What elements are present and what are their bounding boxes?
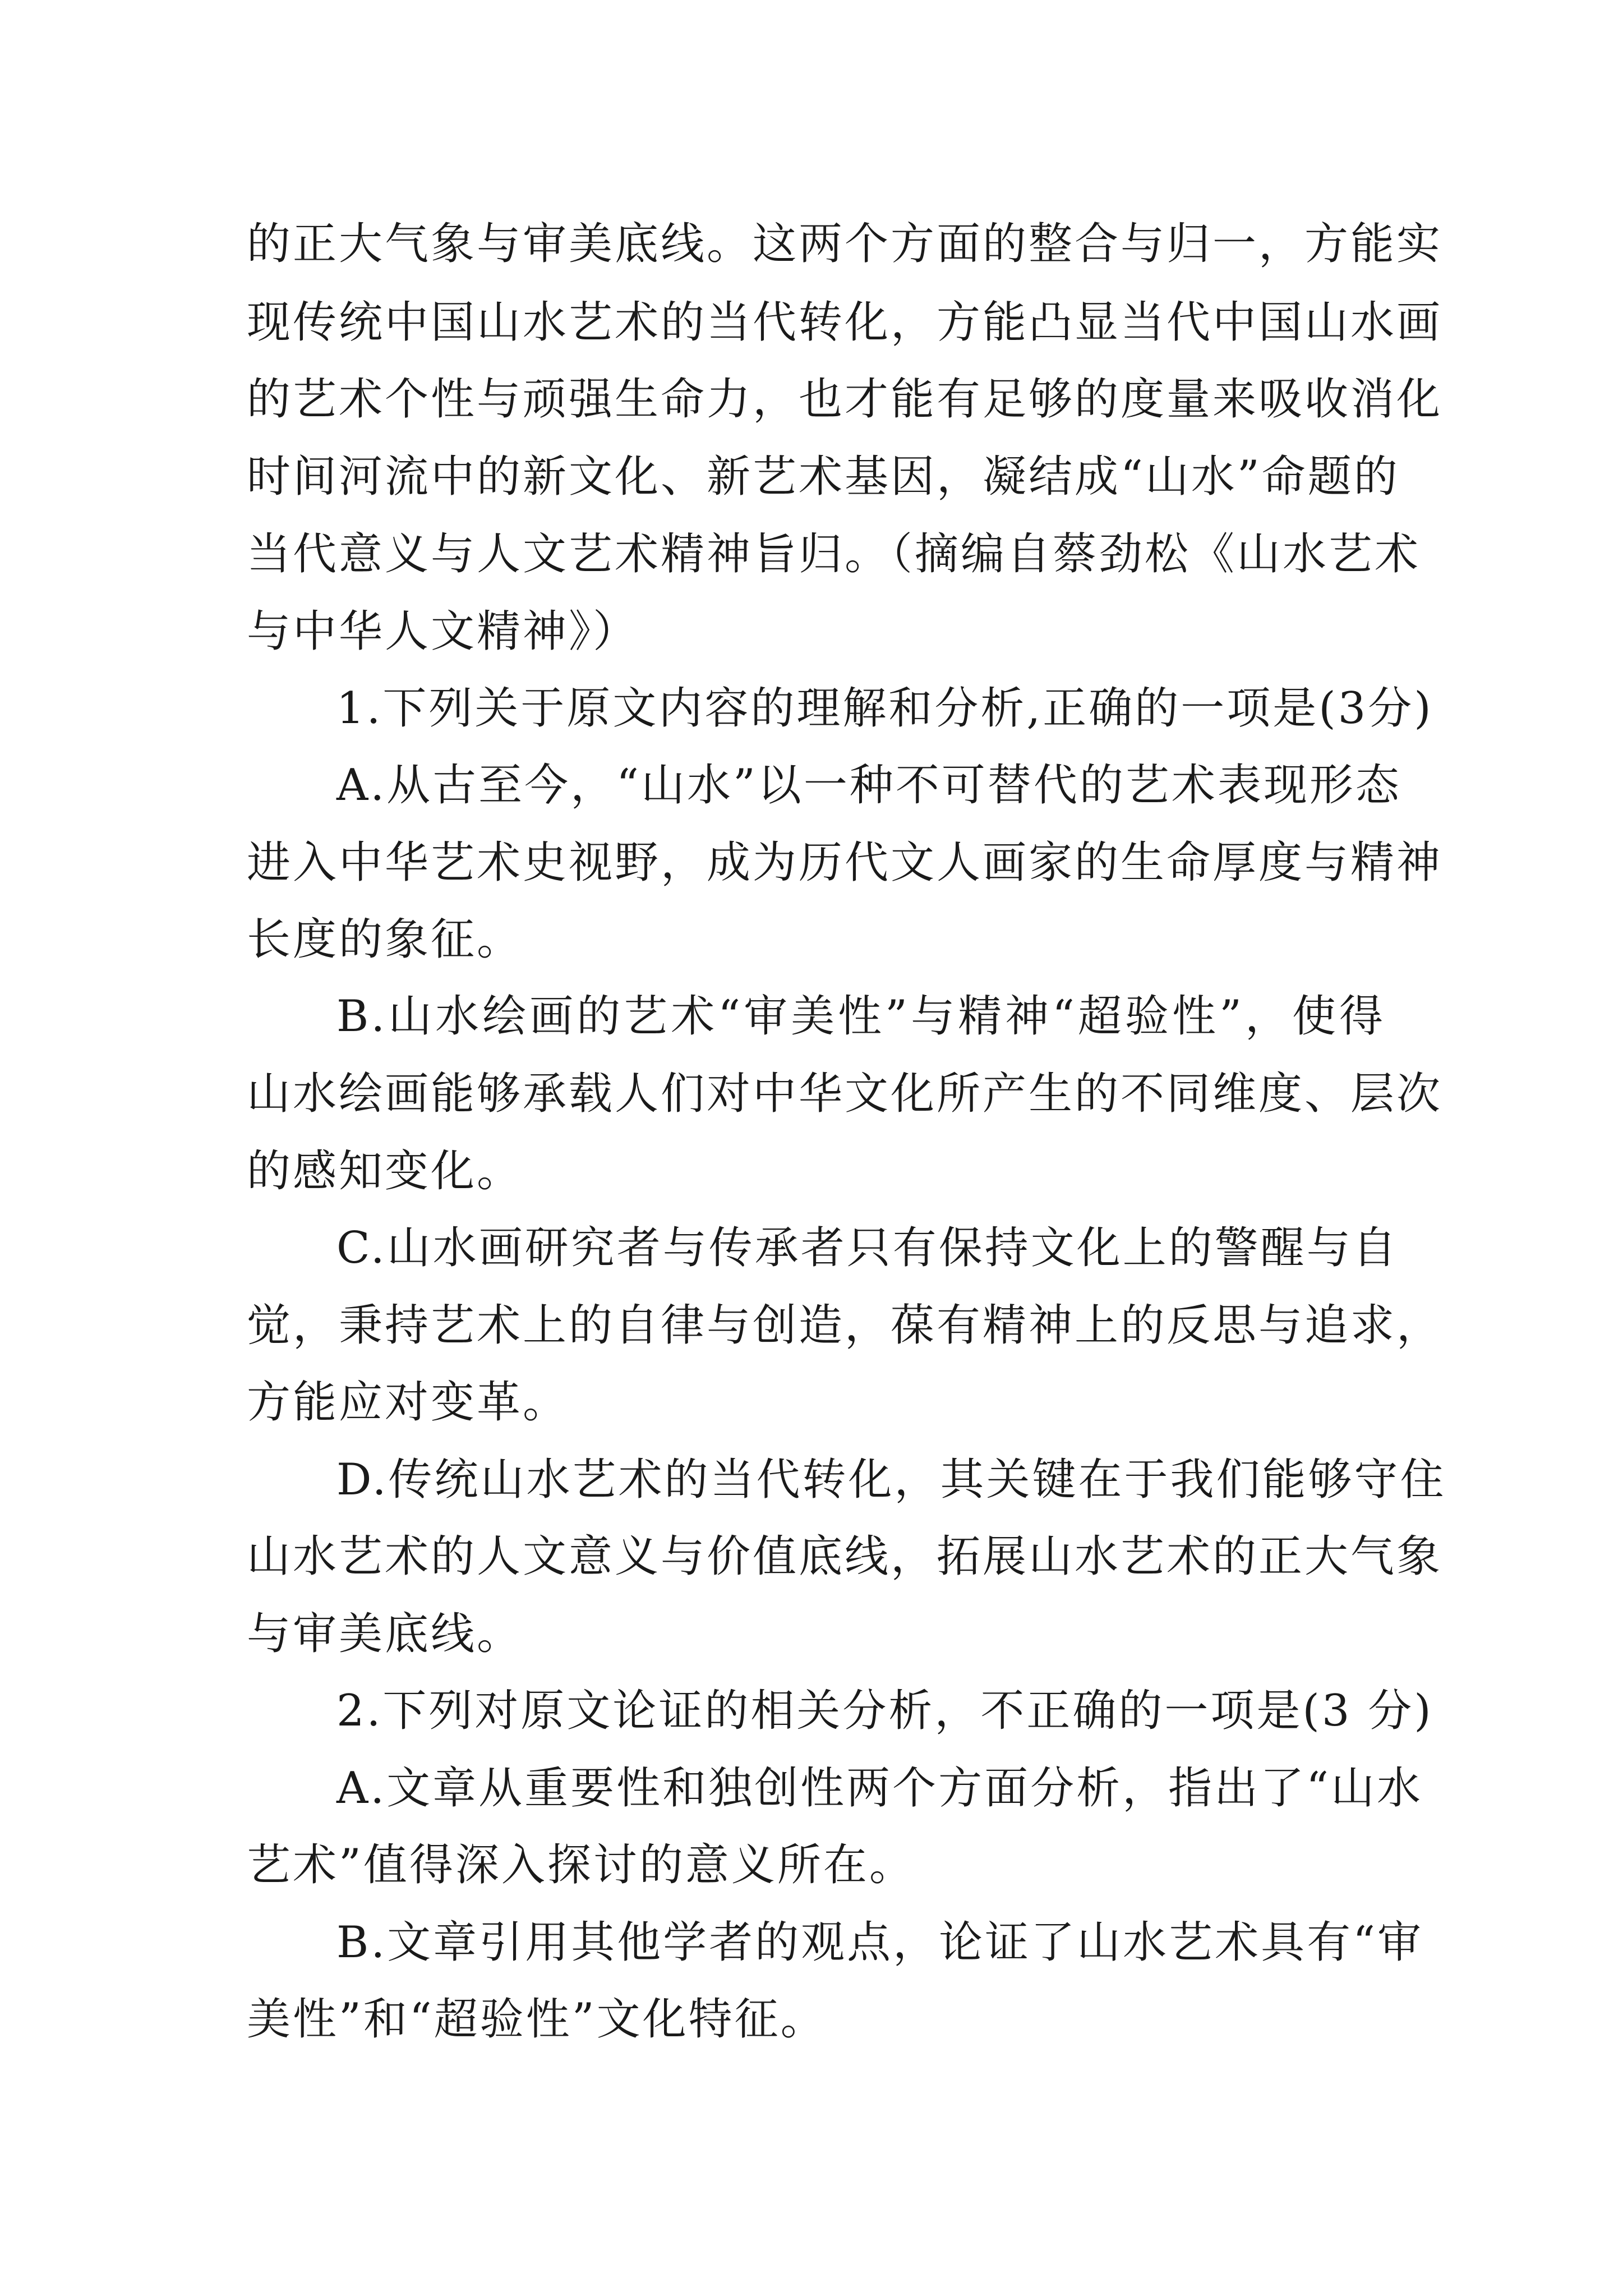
question-1-option-b-cont: 山水绘画能够承载人们对中华文化所产生的不同维度、层次 bbox=[247, 1069, 1443, 1119]
question-1-option-b-end: 的感知变化。 bbox=[247, 1146, 523, 1197]
question-1-stem: 1.下列关于原文内容的理解和分析,正确的一项是(3分) bbox=[336, 683, 1433, 734]
question-2-stem: 2.下列对原文论证的相关分析，不正确的一项是(3 分) bbox=[336, 1686, 1433, 1736]
question-1-option-a-end: 长度的象征。 bbox=[247, 914, 523, 965]
question-1-option-d-cont: 山水艺术的人文意义与价值底线，拓展山水艺术的正大气象 bbox=[247, 1531, 1443, 1582]
question-2-option-b-end: 美性”和“超验性”文化特征。 bbox=[247, 1994, 827, 2045]
question-1-option-c: C.山水画研究者与传承者只有保持文化上的警醒与自 bbox=[336, 1223, 1399, 1273]
question-1-option-a-cont: 进入中华艺术史视野，成为历代文人画家的生命厚度与精神 bbox=[247, 838, 1443, 888]
question-2-option-a: A.文章从重要性和独创性两个方面分析，指出了“山水 bbox=[336, 1763, 1423, 1814]
text-line-4: 时间河流中的新文化、新艺术基因，凝结成“山水”命题的 bbox=[247, 452, 1400, 502]
text-line-3: 的艺术个性与顽强生命力，也才能有足够的度量来吸收消化 bbox=[247, 374, 1443, 425]
text-line-2: 现传统中国山水艺术的当代转化，方能凸显当代中国山水画 bbox=[247, 297, 1443, 348]
question-2-option-a-end: 艺术”值得深入探讨的意义所在。 bbox=[247, 1840, 915, 1890]
question-1-option-c-cont: 觉，秉持艺术上的自律与创造，葆有精神上的反思与追求， bbox=[247, 1300, 1443, 1351]
text-line-6: 与中华人文精神》） bbox=[247, 606, 639, 657]
question-1-option-c-end: 方能应对变革。 bbox=[247, 1377, 569, 1428]
question-1-option-d-end: 与审美底线。 bbox=[247, 1609, 523, 1659]
question-2-option-b: B.文章引用其他学者的观点，论证了山水艺术具有“审 bbox=[336, 1917, 1423, 1968]
question-1-option-d: D.传统山水艺术的当代转化，其关键在于我们能够守住 bbox=[336, 1455, 1446, 1505]
question-1-option-b: B.山水绘画的艺术“审美性”与精神“超验性”，使得 bbox=[336, 991, 1385, 1042]
question-1-option-a: A.从古至今，“山水”以一种不可替代的艺术表现形态 bbox=[336, 760, 1401, 811]
text-line-5: 当代意义与人文艺术精神旨归。（摘编自蔡劲松《山水艺术 bbox=[247, 529, 1421, 579]
text-line-1: 的正大气象与审美底线。这两个方面的整合与归一，方能实 bbox=[247, 219, 1443, 269]
